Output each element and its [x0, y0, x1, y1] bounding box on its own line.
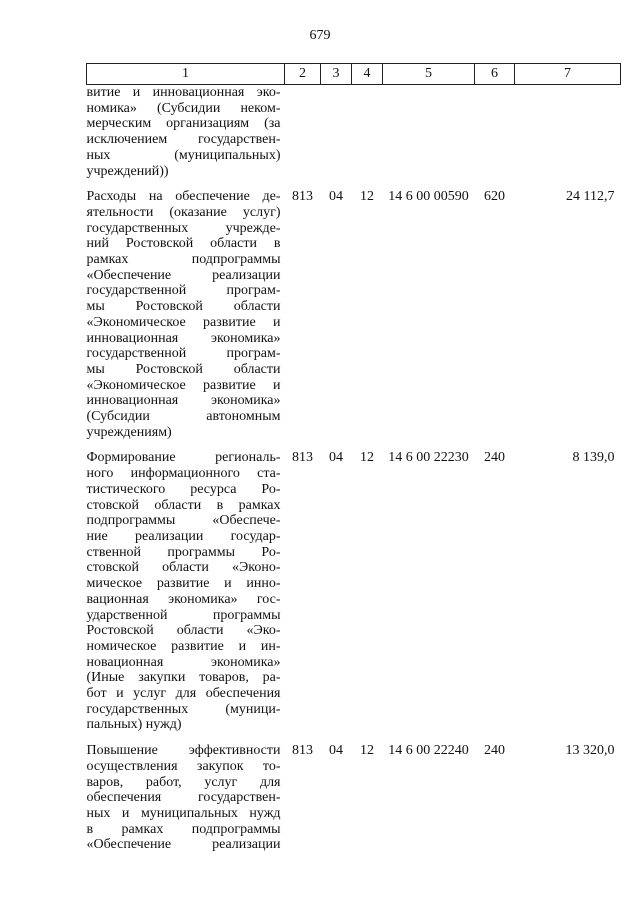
description-line: государственных учрежде-	[86, 220, 281, 236]
description-line: инновационная экономика»	[86, 330, 281, 346]
description-line: номическое развитие и ин-	[86, 638, 281, 654]
cell-col4: 12	[360, 189, 374, 205]
description-line: варов, работ, услуг для	[86, 774, 281, 790]
description-line: (Иные закупки товаров, ра-	[86, 670, 281, 686]
cell-col4	[352, 85, 383, 190]
cell-col7: 13 320,0	[565, 743, 615, 759]
description-line: обеспечения государствен-	[86, 790, 281, 806]
budget-table	[86, 63, 621, 863]
description-line: номика» (Субсидии неком-	[86, 100, 281, 116]
cell-col6: 620	[484, 189, 505, 205]
cell-col3	[321, 85, 352, 190]
description-line: Формирование региональ-	[86, 450, 281, 466]
cell-col4: 12	[360, 743, 374, 759]
description-line: государственной програм-	[86, 346, 281, 362]
description-line: «Обеспечение реализации	[86, 837, 281, 853]
cell-col5: 14 6 00 22230	[388, 450, 469, 466]
page-number: 679	[309, 28, 331, 43]
table-row	[87, 743, 621, 863]
row-description	[87, 743, 285, 863]
description-line: мическое развитие и инно-	[86, 576, 281, 592]
cell-col7: 8 139,0	[572, 450, 615, 466]
description-line: (Субсидии автономным	[86, 409, 281, 425]
cell-col5	[383, 85, 475, 190]
description-line: мы Ростовской области	[86, 299, 281, 315]
description-line: мы Ростовской области	[86, 361, 281, 377]
budget-table-container	[86, 63, 620, 863]
row-description	[87, 85, 285, 190]
table-row	[87, 85, 621, 190]
cell-col2: 813	[292, 743, 313, 759]
description-line: ний Ростовской области в	[86, 236, 281, 252]
description-line: Расходы на обеспечение де-	[86, 189, 281, 205]
description-line: государственных (муници-	[86, 701, 281, 717]
description-line: Повышение эффективности	[86, 743, 281, 759]
description-line: бот и услуг для обеспечения	[86, 686, 281, 702]
row-description	[87, 189, 285, 450]
cell-col5: 14 6 00 00590	[388, 189, 469, 205]
description-line: подпрограммы «Обеспече-	[86, 513, 281, 529]
column-header-1: 1	[87, 64, 285, 85]
cell-col7	[515, 85, 621, 190]
cell-col2	[285, 85, 321, 190]
cell-col3: 04	[329, 189, 343, 205]
description-line: ударственной программы	[86, 607, 281, 623]
cell-col2: 813	[292, 189, 313, 205]
description-line: исключением государствен-	[86, 132, 281, 148]
column-header-3: 3	[321, 64, 352, 85]
description-line: новационная экономика»	[86, 654, 281, 670]
description-line: пальных) нужд)	[86, 717, 182, 733]
table-row	[87, 450, 621, 743]
cell-col6: 240	[484, 743, 505, 759]
cell-col3: 04	[329, 450, 343, 466]
description-line: стовской области «Эконо-	[86, 560, 281, 576]
header-row	[87, 64, 621, 85]
description-line: ных (муниципальных)	[86, 147, 281, 163]
description-line: ятельности (оказание услуг)	[86, 204, 281, 220]
cell-col6: 240	[484, 450, 505, 466]
cell-col6	[475, 85, 515, 190]
description-line: в рамках подпрограммы	[86, 821, 281, 837]
description-line: ного информационного ста-	[86, 466, 281, 482]
description-line: ственной программы Ро-	[86, 544, 281, 560]
description-line: рамках подпрограммы	[86, 252, 281, 268]
description-line: вационная экономика» гос-	[86, 591, 281, 607]
column-header-5: 5	[383, 64, 475, 85]
cell-col2: 813	[292, 450, 313, 466]
column-header-4: 4	[352, 64, 383, 85]
description-line: ние реализации государ-	[86, 528, 281, 544]
description-line: осуществления закупок то-	[86, 758, 281, 774]
description-line: Ростовской области «Эко-	[86, 623, 281, 639]
column-header-2: 2	[285, 64, 321, 85]
description-line: ных и муниципальных нужд	[86, 805, 281, 821]
row-description	[87, 450, 285, 743]
table-row	[87, 189, 621, 450]
column-header-6: 6	[475, 64, 515, 85]
description-line: государственной програм-	[86, 283, 281, 299]
description-line: «Экономическое развитие и	[86, 314, 281, 330]
cell-col7: 24 112,7	[566, 189, 615, 205]
description-line: «Обеспечение реализации	[86, 267, 281, 283]
description-line: инновационная экономика»	[86, 393, 281, 409]
cell-col5: 14 6 00 22240	[388, 743, 469, 759]
description-line: «Экономическое развитие и	[86, 377, 281, 393]
description-line: учреждений))	[86, 163, 169, 179]
description-line: стовской области в рамках	[86, 497, 281, 513]
cell-col4: 12	[360, 450, 374, 466]
description-line: мерческим организациям (за	[86, 116, 281, 132]
description-line: витие и инновационная эко-	[86, 85, 281, 100]
description-line: тистического ресурса Ро-	[86, 481, 281, 497]
description-line: учреждениям)	[86, 424, 172, 440]
cell-col3: 04	[329, 743, 343, 759]
column-header-7: 7	[515, 64, 621, 85]
